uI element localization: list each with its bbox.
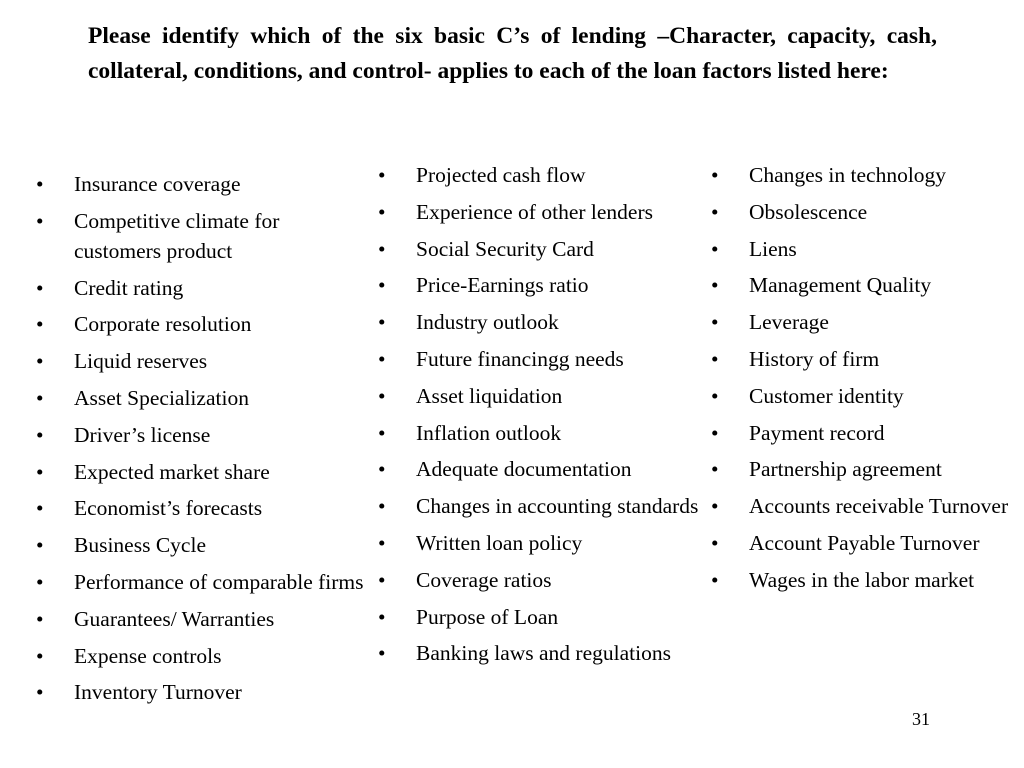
list-item: • Asset liquidation — [378, 381, 708, 411]
list-item: • Obsolescence — [711, 197, 1021, 227]
loan-factors-column-3 — [711, 160, 1021, 602]
list-item: • Account Payable Turnover — [711, 528, 1021, 558]
list-item: • Guarantees/ Warranties — [36, 604, 364, 634]
list-item: • Social Security Card — [378, 234, 708, 264]
list-item: • Payment record — [711, 418, 1021, 448]
list-item: • Experience of other lenders — [378, 197, 708, 227]
list-item: • Accounts receivable Turnover — [711, 491, 1021, 521]
list-item: • History of firm — [711, 344, 1021, 374]
list-item: • Purpose of Loan — [378, 602, 708, 632]
list-item: • Leverage — [711, 307, 1021, 337]
list-item: • Asset Specialization — [36, 383, 364, 413]
list-item: • Future financingg needs — [378, 344, 708, 374]
list-item: • Industry outlook — [378, 307, 708, 337]
list-item: • Changes in technology — [711, 160, 1021, 190]
list-item: • Inventory Turnover — [36, 677, 364, 707]
list-item: • Driver’s license — [36, 420, 364, 450]
list-item: • Liquid reserves — [36, 346, 364, 376]
loan-factors-column-2 — [378, 160, 708, 675]
loan-factors-column-1 — [36, 169, 364, 714]
list-item: • Performance of comparable firms — [36, 567, 364, 597]
list-item: • Projected cash flow — [378, 160, 708, 190]
list-item: • Partnership agreement — [711, 454, 1021, 484]
list-item: • Management Quality — [711, 270, 1021, 300]
list-item: • Changes in accounting standards — [378, 491, 708, 521]
list-item: • Inflation outlook — [378, 418, 708, 448]
list-item: • Banking laws and regulations — [378, 638, 708, 668]
list-item: • Competitive climate for customers product — [36, 206, 364, 266]
list-item: • Insurance coverage — [36, 169, 364, 199]
list-item: • Liens — [711, 234, 1021, 264]
list-item: • Expected market share — [36, 457, 364, 487]
list-item: • Economist’s forecasts — [36, 493, 364, 523]
list-item: • Written loan policy — [378, 528, 708, 558]
list-item: • Customer identity — [711, 381, 1021, 411]
list-item: • Business Cycle — [36, 530, 364, 560]
list-item: • Wages in the labor market — [711, 565, 1021, 595]
list-item: • Adequate documentation — [378, 454, 708, 484]
list-item: • Coverage ratios — [378, 565, 708, 595]
list-item: • Expense controls — [36, 641, 364, 671]
slide-title: Please identify which of the six basic C’s of lending –Character, capacity, cash, collateral, conditions, and control- applies to each of the loan factors listed here: — [88, 23, 937, 84]
list-item: • Corporate resolution — [36, 309, 364, 339]
list-item: • Price-Earnings ratio — [378, 270, 708, 300]
list-item: • Credit rating — [36, 273, 364, 303]
page-number: 31 — [912, 709, 930, 729]
